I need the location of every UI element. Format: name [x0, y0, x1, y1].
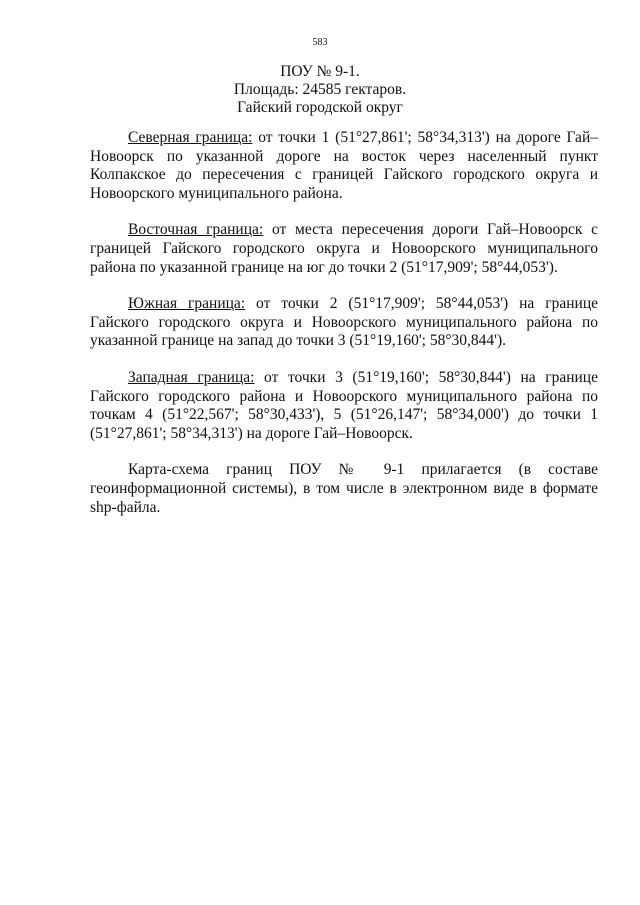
header-district: Гайский городской округ: [237, 99, 403, 116]
east-border-label: Восточная граница:: [128, 221, 264, 239]
document-body: [90, 129, 598, 535]
north-border-label: Северная граница:: [128, 129, 253, 146]
north-border-text: от точки 1 (51°27,861'; 58°34,313') на дороге Гай–Новоорск по указанной дороге на восток через населенный пункт Колпакское до пересечения с границей Гайского городского округа и Новоорского муниципального района.: [90, 129, 598, 202]
west-border-text: от точки 3 (51°19,160'; 58°30,844') на границе Гайского городского района и Новоорского муниципального района по точкам 4 (51°22,567'; 58°30,433'), 5 (51°26,147'; 58°34,000') до точки 1 (51°27,861'; 58°34,313') на дороге Гай–Новоорск.: [90, 368, 598, 442]
north-border-paragraph: [90, 129, 598, 203]
east-border-text: от места пересечения дороги Гай–Новоорск с границей Гайского городского округа и Новоорского муниципального района по указанной границе на юг до точки 2 (51°17,909'; 58°44,053').: [90, 221, 599, 276]
page-number: 583: [312, 37, 328, 48]
east-border-paragraph: [90, 221, 598, 277]
header-title: ПОУ № 9-1.: [280, 63, 360, 80]
south-border-paragraph: [90, 295, 598, 351]
south-border-text: от точки 2 (51°17,909'; 58°44,053') на границе Гайского городского округа и Новоорского муниципального района по указанной границе на запад до точки 3 (51°19,160'; 58°30,844').: [90, 295, 598, 350]
south-border-label: Южная граница:: [128, 295, 246, 313]
west-border-label: Западная граница:: [128, 368, 255, 386]
header-area: Площадь: 24585 гектаров.: [233, 81, 407, 98]
document-header: [0, 63, 640, 117]
closing-paragraph: Карта-схема границ ПОУ № 9-1 прилагается (в составе геоинформационной системы), в том числе в электронном виде в формате shp-файла.: [90, 461, 598, 516]
west-border-paragraph: [90, 369, 598, 443]
